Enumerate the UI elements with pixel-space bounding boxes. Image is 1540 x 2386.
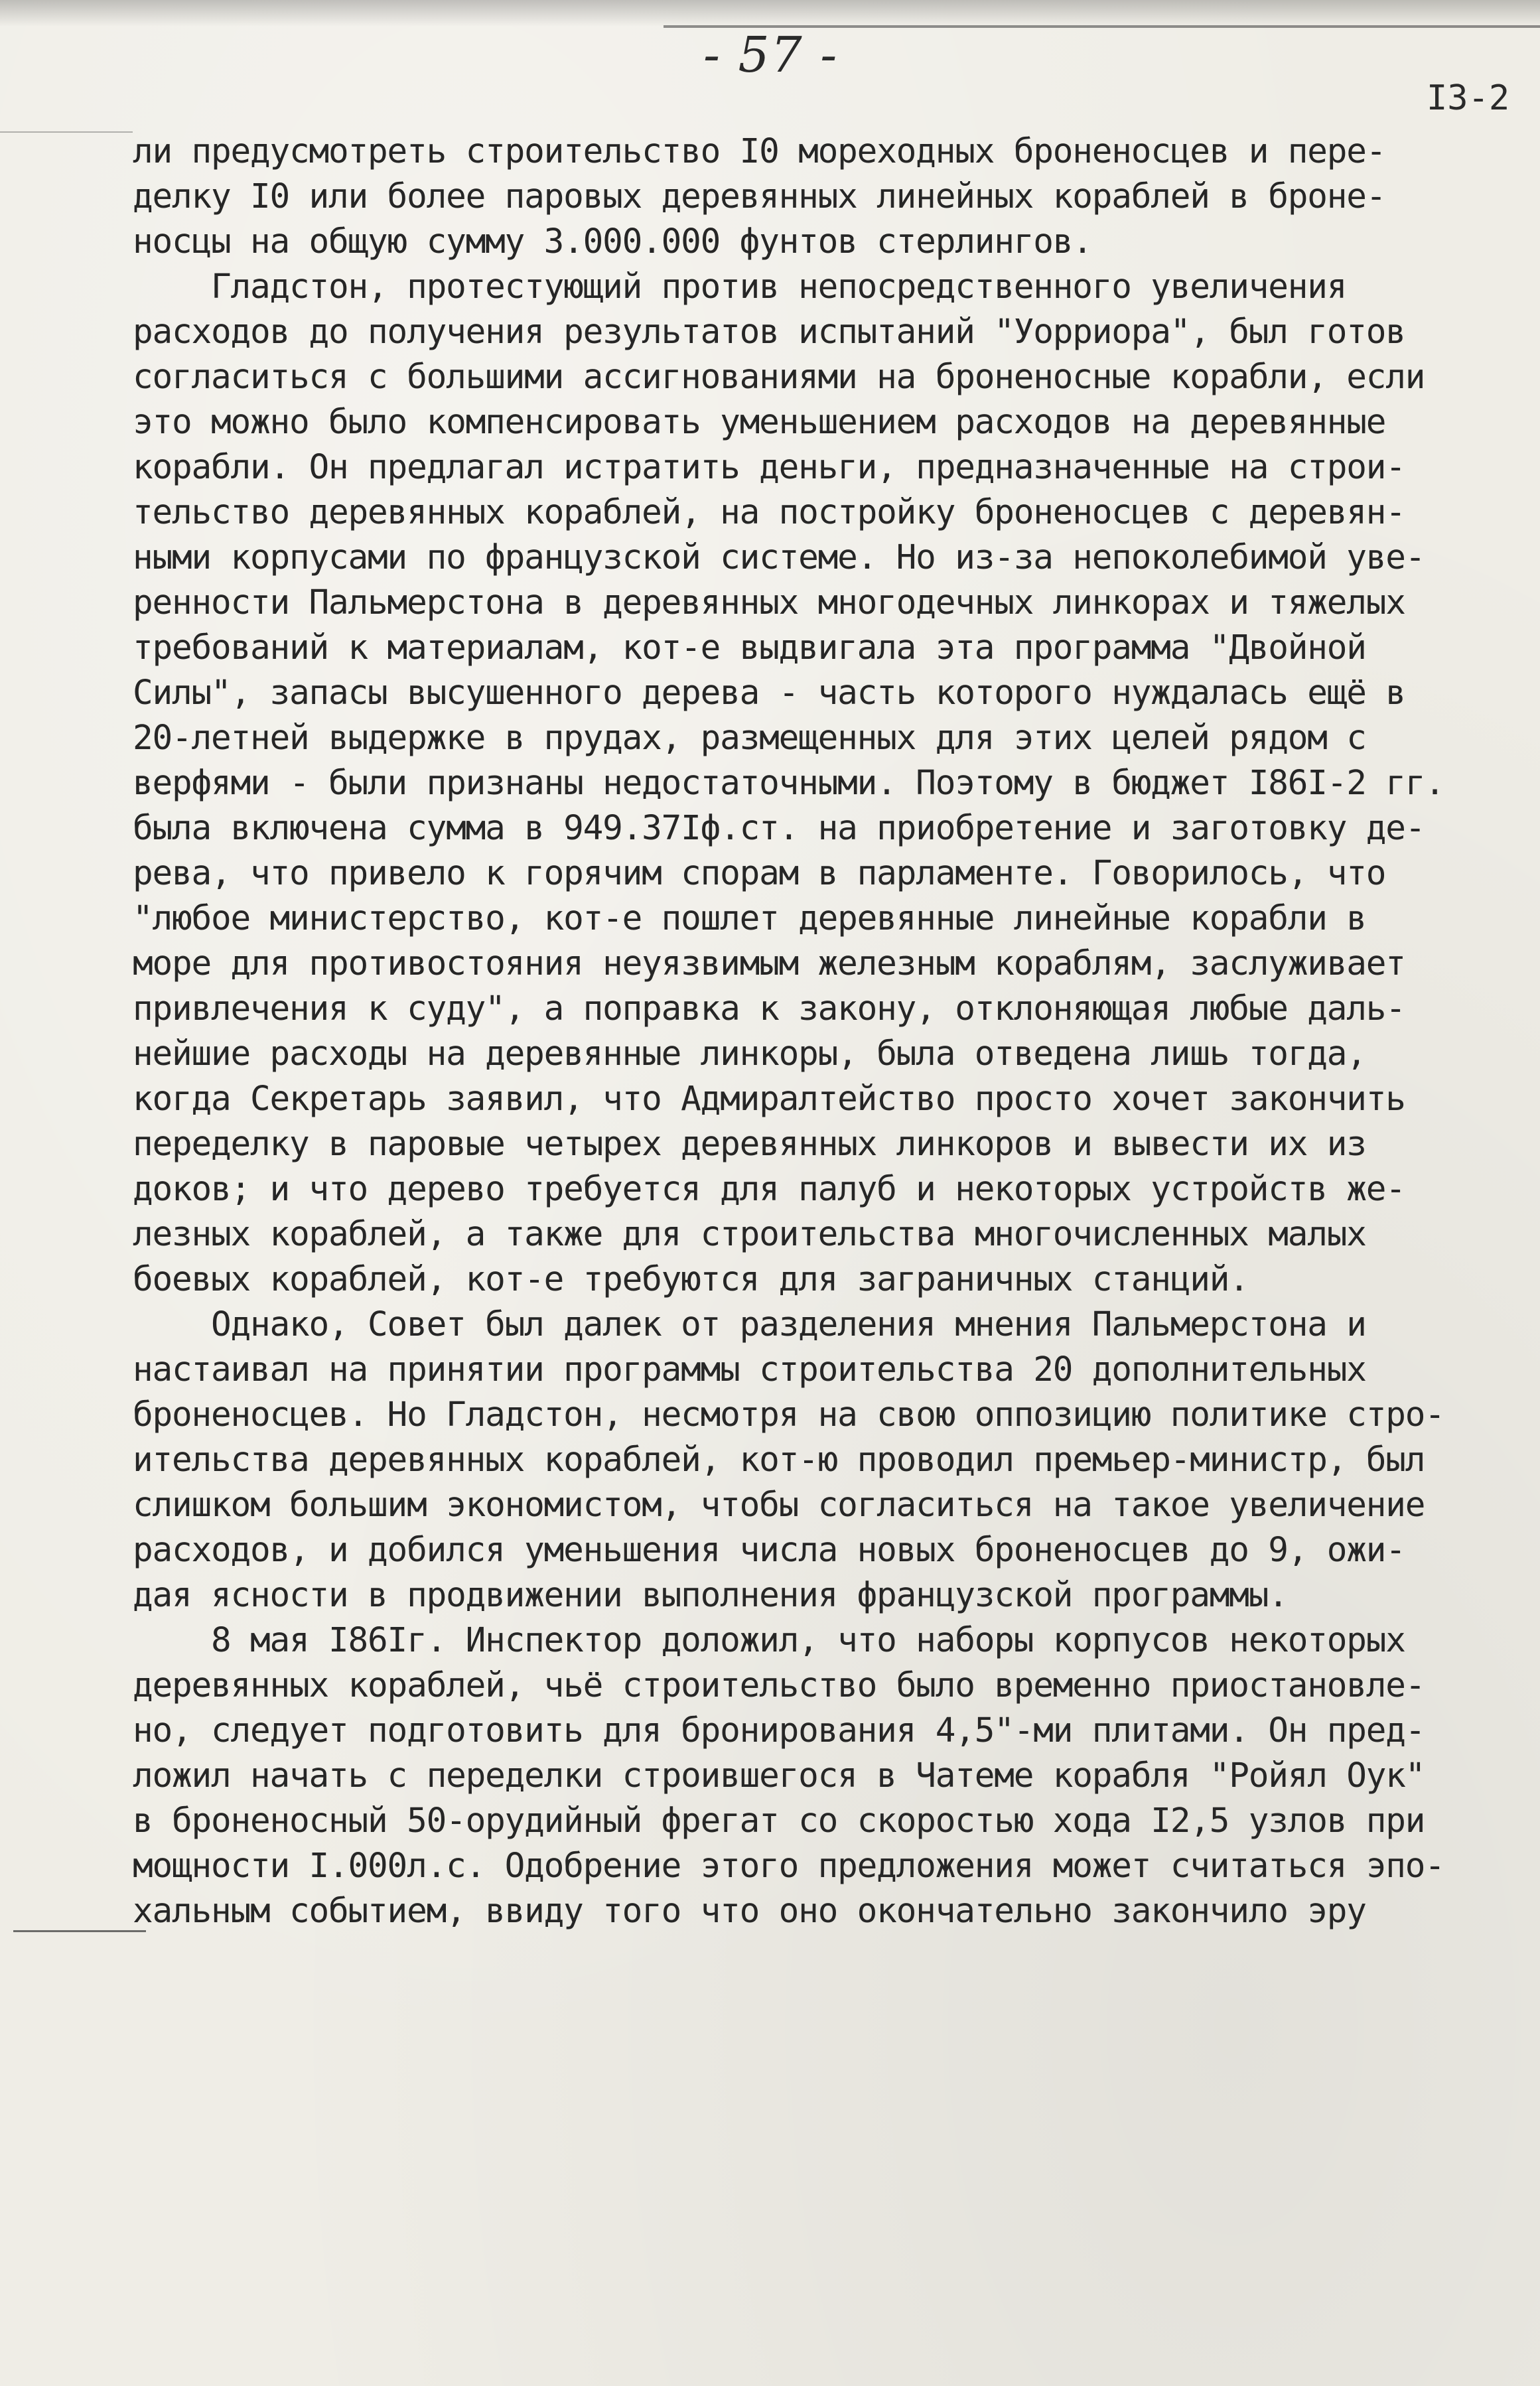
text-line: настаивал на принятии программы строительства 20 дополнительных bbox=[133, 1350, 1366, 1389]
text-line: требований к материалам, кот-е выдвигала эта программа "Двойной bbox=[133, 628, 1366, 667]
text-line: переделку в паровые четырех деревянных линкоров и вывести их из bbox=[133, 1125, 1366, 1164]
text-line: Однако, Совет был далек от разделения мнения Пальмерстона и bbox=[133, 1305, 1366, 1344]
text-line: расходов до получения результатов испытаний "Уорриора", был готов bbox=[133, 313, 1405, 352]
text-line: это можно было компенсировать уменьшением расходов на деревянные bbox=[133, 403, 1386, 442]
text-line: верфями - были признаны недостаточными. Поэтому в бюджет I86I-2 гг. bbox=[133, 764, 1444, 803]
page-number: - 57 - bbox=[703, 27, 839, 84]
text-line: мощности I.000л.с. Одобрение этого предложения может считаться эпо- bbox=[133, 1847, 1444, 1886]
text-line: корабли. Он предлагал истратить деньги, предназначенные на строи- bbox=[133, 448, 1405, 487]
text-line: делку I0 или более паровых деревянных линейных кораблей в броне- bbox=[133, 177, 1386, 216]
sheet-id: I3-2 bbox=[1427, 78, 1510, 118]
text-line: расходов, и добился уменьшения числа новых броненосцев до 9, ожи- bbox=[133, 1531, 1405, 1570]
margin-mark bbox=[13, 1930, 146, 1932]
text-line: нейшие расходы на деревянные линкоры, была отведена лишь тогда, bbox=[133, 1034, 1366, 1074]
document-body bbox=[133, 129, 1513, 1934]
text-line: море для противостояния неуязвимым железным кораблям, заслуживает bbox=[133, 944, 1405, 983]
text-line: носцы на общую сумму 3.000.000 фунтов стерлингов. bbox=[133, 222, 1092, 261]
text-line: ренности Пальмерстона в деревянных многодечных линкорах и тяжелых bbox=[133, 583, 1405, 622]
text-line: рева, что привело к горячим спорам в парламенте. Говорилось, что bbox=[133, 854, 1386, 893]
text-line: ными корпусами по французской системе. Но из-за непоколебимой уве- bbox=[133, 538, 1425, 577]
text-line: 20-летней выдержке в прудах, размещенных для этих целей рядом с bbox=[133, 719, 1366, 758]
scan-shadow-top bbox=[0, 0, 1540, 27]
scan-edge-line-left bbox=[0, 131, 133, 133]
text-line: ложил начать с переделки строившегося в Чатеме корабля "Ройял Оук" bbox=[133, 1756, 1425, 1795]
text-line: Гладстон, протестующий против непосредственного увеличения bbox=[133, 267, 1347, 307]
text-line: ли предусмотреть строительство I0 мореходных броненосцев и пере- bbox=[133, 132, 1386, 171]
text-line: когда Секретарь заявил, что Адмиралтейство просто хочет закончить bbox=[133, 1080, 1405, 1119]
text-line: лезных кораблей, а также для строительства многочисленных малых bbox=[133, 1215, 1366, 1254]
text-line: слишком большим экономистом, чтобы согласиться на такое увеличение bbox=[133, 1486, 1425, 1525]
text-line: деревянных кораблей, чьё строительство было временно приостановле- bbox=[133, 1666, 1425, 1705]
text-line: доков; и что дерево требуется для палуб и некоторых устройств же- bbox=[133, 1170, 1405, 1209]
text-line: тельство деревянных кораблей, на постройку броненосцев с деревян- bbox=[133, 493, 1405, 532]
text-line: хальным событием, ввиду того что оно окончательно закончило эру bbox=[133, 1892, 1366, 1931]
text-line: броненосцев. Но Гладстон, несмотря на свою оппозицию политике стро- bbox=[133, 1395, 1444, 1435]
text-line: привлечения к суду", а поправка к закону, отклоняющая любые даль- bbox=[133, 989, 1405, 1028]
text-line: но, следует подготовить для бронирования 4,5"-ми плитами. Он пред- bbox=[133, 1711, 1425, 1750]
text-line: в броненосный 50-орудийный фрегат со скоростью хода I2,5 узлов при bbox=[133, 1801, 1425, 1841]
text-line: согласиться с большими ассигнованиями на броненосные корабли, если bbox=[133, 358, 1425, 397]
text-line: ительства деревянных кораблей, кот-ю проводил премьер-министр, был bbox=[133, 1440, 1425, 1480]
text-line: Силы", запасы высушенного дерева - часть которого нуждалась ещё в bbox=[133, 673, 1405, 713]
text-line: боевых кораблей, кот-е требуются для заграничных станций. bbox=[133, 1260, 1249, 1299]
text-line: "любое министерство, кот-е пошлет деревянные линейные корабли в bbox=[133, 899, 1366, 938]
text-line: 8 мая I86Iг. Инспектор доложил, что наборы корпусов некоторых bbox=[133, 1621, 1405, 1660]
text-line: дая ясности в продвижении выполнения французской программы. bbox=[133, 1576, 1288, 1615]
text-line: была включена сумма в 949.37Iф.ст. на приобретение и заготовку де- bbox=[133, 809, 1425, 848]
